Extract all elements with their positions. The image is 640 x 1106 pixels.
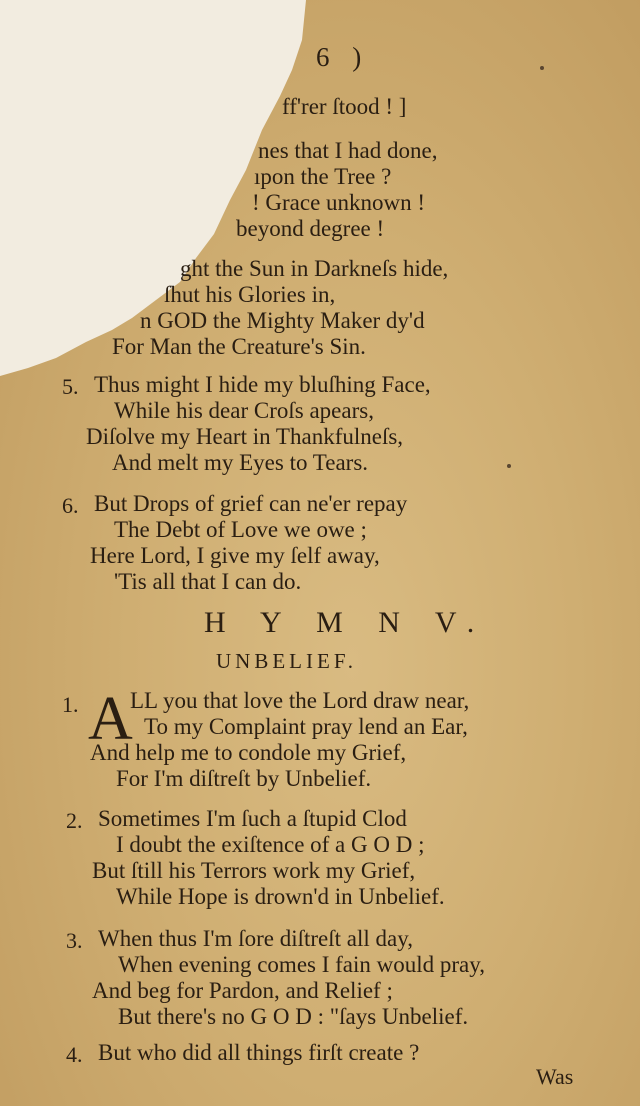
paper-speck [507,464,511,468]
fragment-line: ſhut his Glories in, [164,282,336,307]
verse-line: LL you that love the Lord draw near, [130,688,470,713]
verse-number: 4. [66,1042,83,1067]
verse-line: When evening comes I fain would pray, [118,952,486,977]
fragment-line: ıpon the Tree ? [254,164,392,189]
verse-line: The Debt of Love we owe ; [114,517,367,542]
verse-line: And beg for Pardon, and Relief ; [92,978,393,1003]
verse-line: Thus might I hide my bluſhing Face, [94,372,431,397]
fragment-line: For Man the Creature's Sin. [112,334,366,359]
verse-number: 2. [66,808,83,833]
fragment-line: ght the Sun in Darkneſs hide, [180,256,449,281]
verse-line: 'Tis all that I can do. [114,569,302,594]
verse-line: While Hope is drown'd in Unbelief. [116,884,445,909]
verse-line: And melt my Eyes to Tears. [112,450,369,475]
verse-line: While his dear Croſs apears, [114,398,374,423]
hymn-subheading: UNBELIEF. [216,649,358,673]
verse-line: To my Complaint pray lend an Ear, [144,714,468,739]
verse-line: Sometimes I'm ſuch a ſtupid Clod [98,806,407,831]
fragment-line: nes that I had done, [258,138,438,163]
verse-number: 1. [62,692,79,717]
verse-line: For I'm diſtreſt by Unbelief. [116,766,372,791]
verse-number: 6. [62,493,79,518]
fragment-line: ! Grace unknown ! [252,190,426,215]
drop-cap: A [88,685,133,753]
fragment-line: beyond degree ! [236,216,385,241]
verse-line: I doubt the exiſtence of a G O D ; [116,832,425,857]
verse-number: 3. [66,928,83,953]
verse-line: But ſtill his Terrors work my Grief, [92,858,416,883]
verse-line: Here Lord, I give my ſelf away, [90,543,380,568]
verse-line: But there's no G O D : "ſays Unbelief. [118,1004,469,1029]
page-number: 6 ) [316,42,370,72]
fragment-line: ff'rer ſtood ! ] [282,94,407,119]
catchword: Was [536,1064,574,1089]
verse-line: But Drops of grief can ne'er repay [94,491,408,516]
verse-line: Diſolve my Heart in Thankfulneſs, [86,424,404,449]
hymn-heading: H Y M N V. [204,606,489,639]
paper-speck [540,66,544,70]
fragment-line: n GOD the Mighty Maker dy'd [140,308,425,333]
verse-number: 5. [62,374,79,399]
verse-line: And help me to condole my Grief, [90,740,407,765]
verse-line: But who did all things firſt create ? [98,1040,420,1065]
verse-line: When thus I'm ſore diſtreſt all day, [98,926,413,951]
